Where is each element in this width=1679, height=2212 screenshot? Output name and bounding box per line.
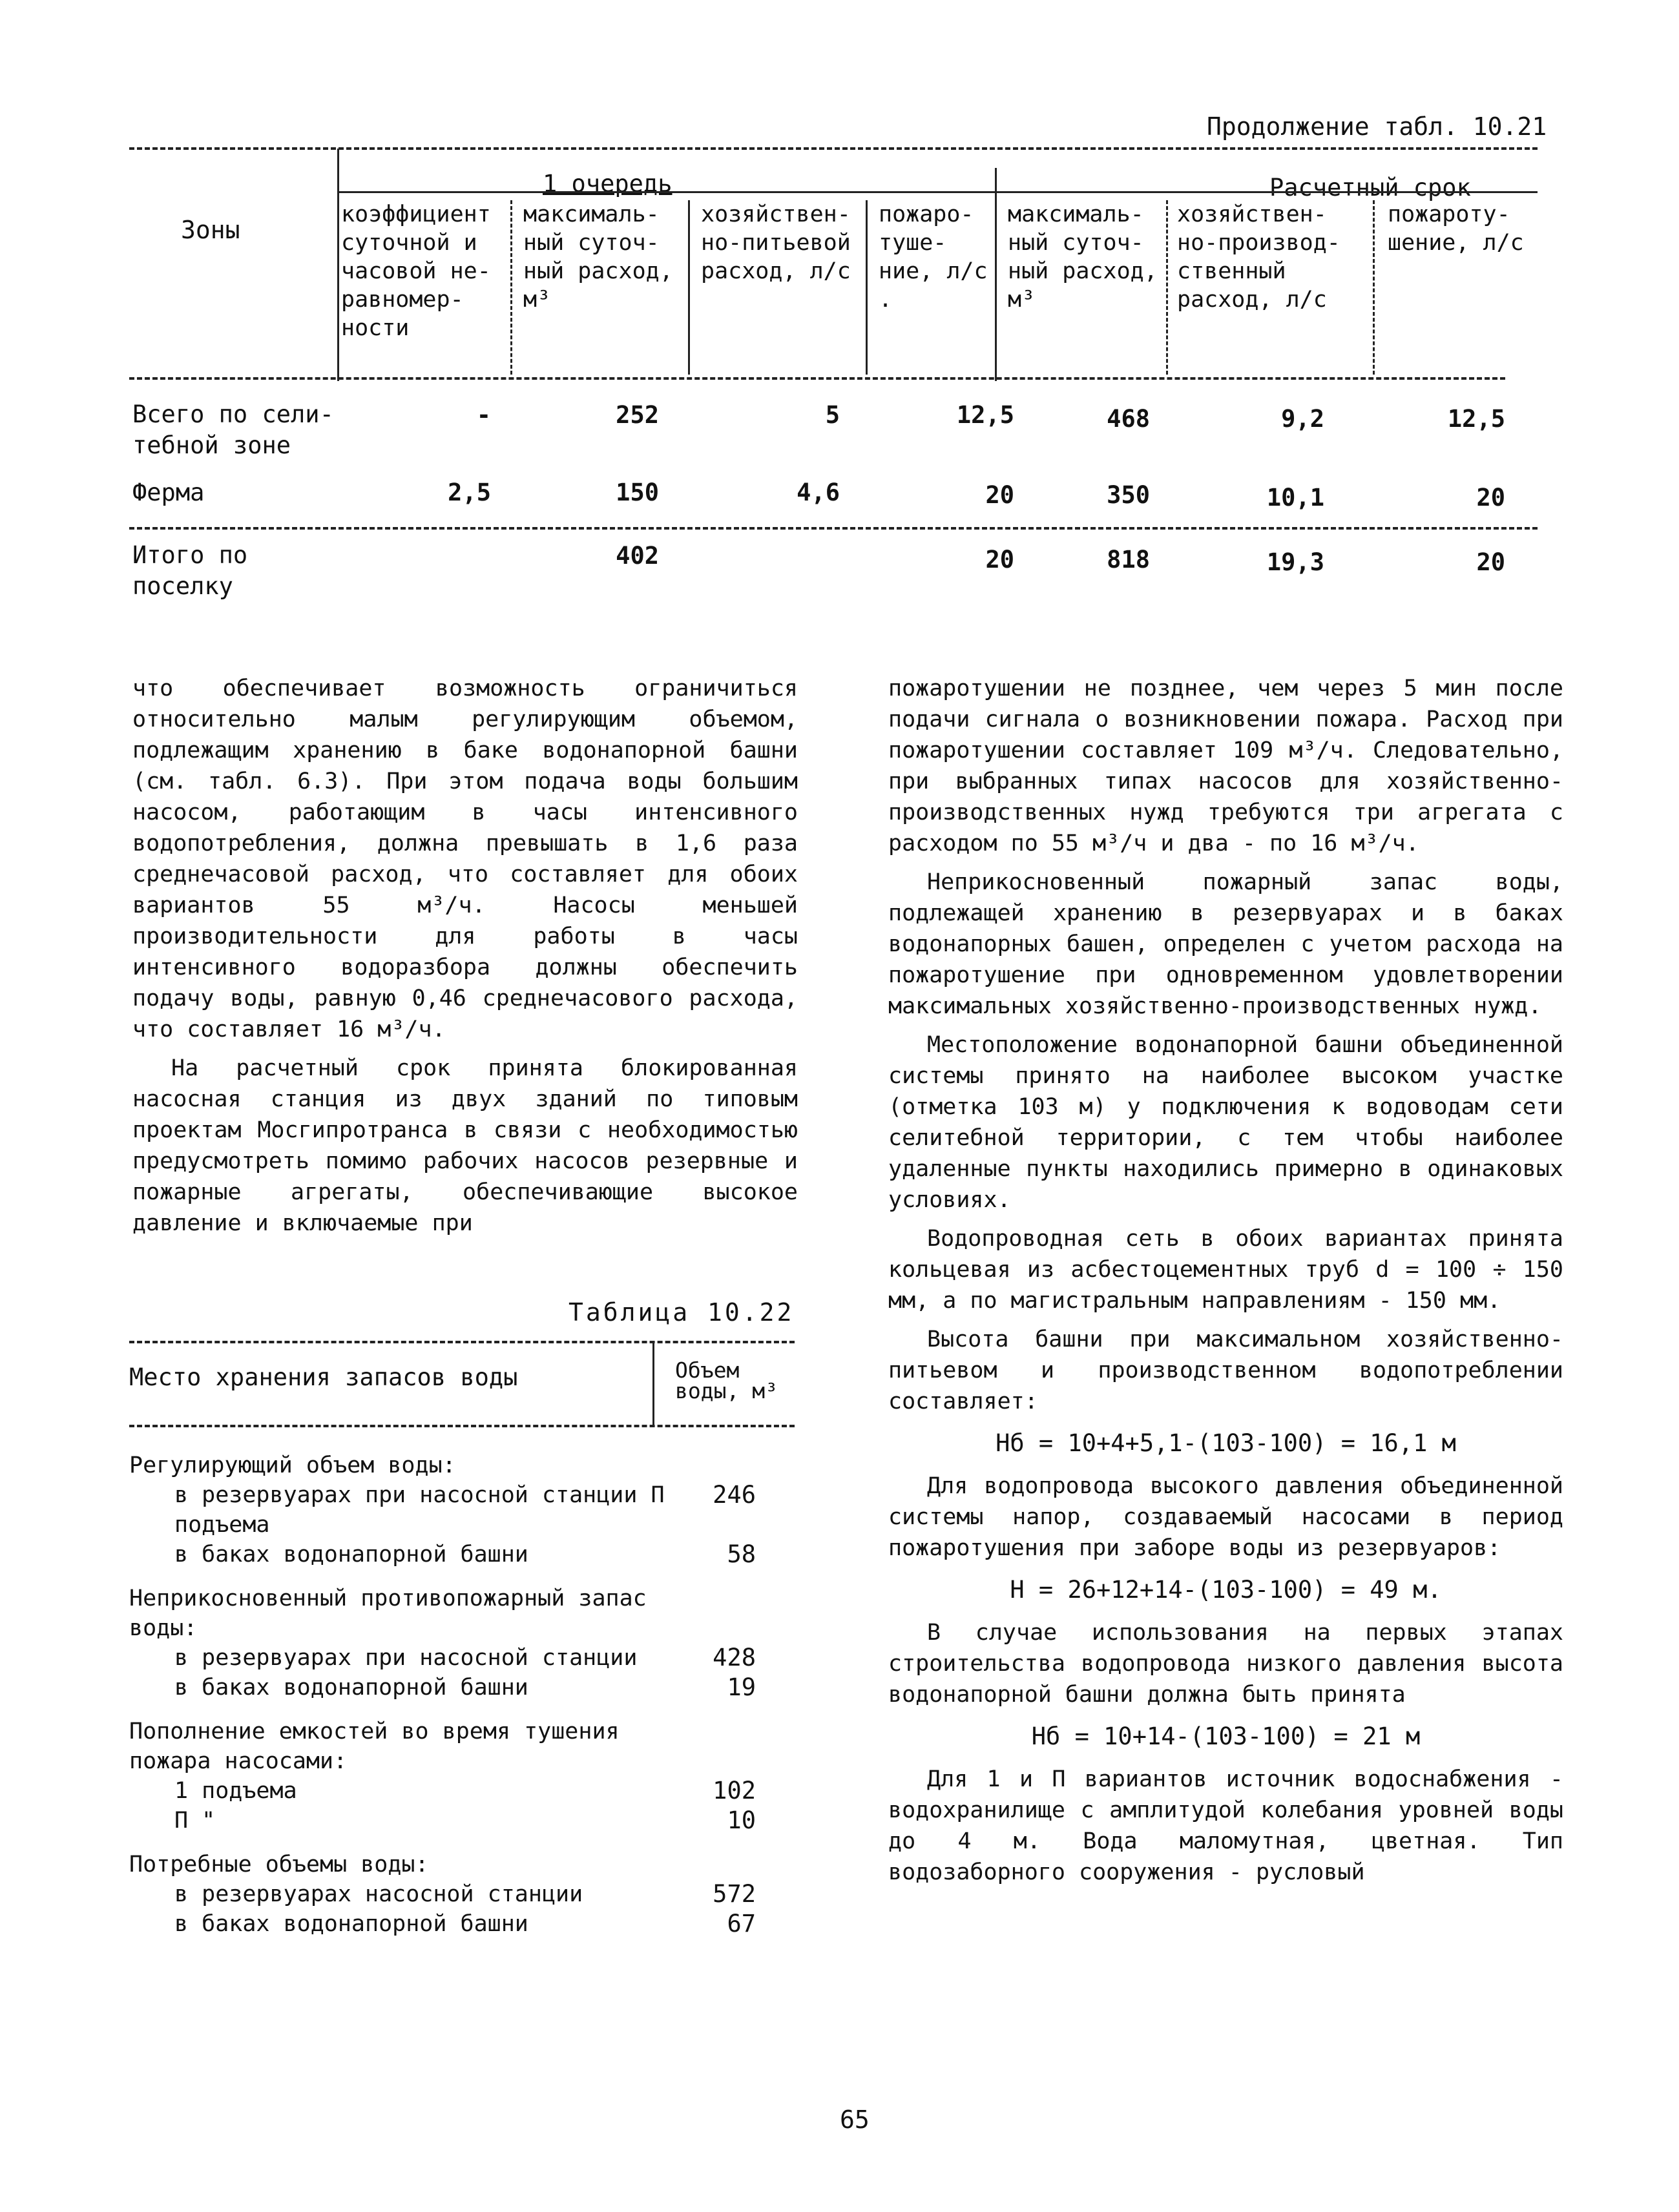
col-header-fire-1: пожаро- туше- ние, л/с . bbox=[879, 202, 988, 313]
group-header-rule bbox=[339, 191, 1538, 193]
col-header-household-2: хозяйствен- но-производ- ственный расход, л/с bbox=[1177, 202, 1340, 313]
cell: 818 bbox=[1107, 546, 1150, 574]
storage-item bbox=[129, 1776, 801, 1806]
paragraph: что обеспечивает возможность ограничиться относительно малым регулирующим объемом, подлежащим хранению в баке водонапорной башни (см. табл. 6.3). При этом подача воды большим насосом, работающим в часы интенсивного водопотребления, должна превышать в 1,6 раза среднечасовой расход, что составляет для обоих вариантов 55 м³/ч. Насосы меньшей производительности для работы в часы интенсивного водоразбора должны обеспечить подачу воды, равную 0,46 среднечасового расхода, что составляет 16 м³/ч. bbox=[132, 676, 798, 1042]
formula-tower-height: Нб = 10+4+5,1-(103-100) = 16,1 м bbox=[996, 1429, 1456, 1457]
storage-value: 428 bbox=[713, 1644, 756, 1671]
col-divider bbox=[1373, 200, 1375, 375]
cell: 402 bbox=[616, 542, 659, 570]
paragraph: Местоположение водонапорной башни объединенной системы принято на наиболее высоком участке (отметка 103 м) у подключения к водоводам сети селитебной территории, с тем чтобы наиболее удаленные пункты находились примерно в одинаковых условиях. bbox=[888, 1032, 1563, 1213]
col-divider bbox=[1166, 200, 1168, 375]
cell: 20 bbox=[985, 481, 1014, 509]
col-divider bbox=[510, 200, 512, 375]
cell: 19,3 bbox=[1266, 548, 1324, 576]
header-place: Место хранения запасов воды bbox=[129, 1363, 518, 1391]
cell: 12,5 bbox=[956, 401, 1014, 429]
storage-item bbox=[129, 1909, 801, 1939]
paragraph: Водопроводная сеть в обоих вариантах принята кольцевая из асбестоцементных труб d = 100 ÷ 150 мм, а по магистральным направлениям - 150 мм. bbox=[888, 1226, 1563, 1314]
storage-item bbox=[129, 1480, 801, 1540]
col-header-max-daily-2: максималь- ный суточ- ный расход, м³ bbox=[1008, 202, 1158, 313]
storage-label: Потребные объемы воды: bbox=[129, 1852, 429, 1877]
storage-item bbox=[129, 1643, 801, 1673]
storage-label: в резервуарах насосной станции bbox=[174, 1881, 583, 1907]
row-zone-farm: Ферма bbox=[132, 479, 205, 506]
cell: 4,6 bbox=[797, 479, 840, 506]
storage-value: 572 bbox=[713, 1880, 756, 1908]
right-column bbox=[888, 673, 1563, 1896]
storage-label: в баках водонапорной башни bbox=[174, 1542, 528, 1567]
paragraph: На расчетный срок принята блокированная насосная станция из двух зданий по типовым проектам Мосгипротранса в связи с необходимостью предусмотреть помимо рабочих насосов резервные и пожарные агрегаты, обеспечивающие высокое давление и включаемые при bbox=[132, 1055, 798, 1236]
total-rule bbox=[129, 527, 1538, 530]
row-zone-total: Итого по поселку bbox=[132, 541, 248, 600]
storage-value: 102 bbox=[713, 1777, 756, 1804]
cell: 350 bbox=[1107, 481, 1150, 509]
row-zone-residential: Всего по сели- тебной зоне bbox=[132, 400, 334, 459]
cell: 5 bbox=[825, 401, 840, 429]
col-header-max-daily-1: максималь- ный суточ- ный расход, м³ bbox=[523, 202, 673, 313]
storage-list bbox=[129, 1451, 801, 1939]
storage-label: П " bbox=[174, 1808, 216, 1834]
cell: 9,2 bbox=[1281, 405, 1324, 433]
group-header-first-stage: 1 очередь bbox=[543, 170, 673, 198]
cell: 10,1 bbox=[1266, 484, 1324, 512]
storage-label: в баках водонапорной башни bbox=[174, 1675, 528, 1700]
cell: 20 bbox=[985, 546, 1014, 574]
storage-value: 58 bbox=[727, 1540, 756, 1568]
storage-item bbox=[129, 1540, 801, 1569]
cell: 20 bbox=[1476, 548, 1505, 576]
header-divider bbox=[652, 1343, 654, 1427]
storage-value: 19 bbox=[727, 1673, 756, 1701]
storage-section-heading bbox=[129, 1584, 801, 1643]
col-divider bbox=[866, 200, 868, 375]
formula-low-pressure-tower: Нб = 10+14-(103-100) = 21 м bbox=[1031, 1722, 1421, 1750]
storage-value: 246 bbox=[713, 1481, 756, 1509]
cell: - bbox=[476, 401, 491, 429]
col-divider bbox=[688, 200, 690, 375]
page-number: 65 bbox=[840, 2105, 870, 2134]
cell: 468 bbox=[1107, 405, 1150, 433]
paragraph: Неприкосновенный пожарный запас воды, подлежащей хранению в резервуарах и в баках водонапорных башен, определен с учетом расхода на пожаротушение при одновременном удовлетворении максимальных хозяйственно-производственных нужд. bbox=[888, 869, 1563, 1019]
storage-section-heading bbox=[129, 1451, 801, 1480]
paragraph: Высота башни при максимальном хозяйственно-питьевом и производственном водопотреблении составляет: bbox=[888, 1327, 1563, 1414]
cell: 20 bbox=[1476, 484, 1505, 512]
header-bottom-rule bbox=[129, 1425, 795, 1427]
table-continuation-caption: Продолжение табл. 10.21 bbox=[1207, 112, 1547, 141]
cell: 12,5 bbox=[1447, 405, 1505, 433]
zones-header: Зоны bbox=[181, 216, 240, 244]
header-volume: Объем воды, м³ bbox=[675, 1358, 778, 1403]
col-header-coefficient: коэффициент суточной и часовой не- равномер- ности bbox=[341, 202, 491, 341]
storage-item bbox=[129, 1673, 801, 1702]
storage-label: Регулирующий объем воды: bbox=[129, 1452, 456, 1478]
storage-label: Пополнение емкостей во время тушения пожара насосами: bbox=[129, 1719, 620, 1774]
cell: 2,5 bbox=[448, 479, 491, 506]
storage-label: в резервуарах при насосной станции П подъема bbox=[174, 1482, 665, 1538]
header-divider bbox=[337, 149, 339, 381]
storage-item bbox=[129, 1806, 801, 1835]
group-header-design-period: Расчетный срок bbox=[1269, 174, 1471, 202]
storage-section-heading bbox=[129, 1850, 801, 1879]
paragraph: Для 1 и П вариантов источник водоснабжения - водохранилище с амплитудой колебания уровней воды до 4 м. Вода маломутная, цветная. Тип водозаборного сооружения - русловый bbox=[888, 1766, 1563, 1885]
storage-label: в резервуарах при насосной станции bbox=[174, 1645, 638, 1671]
table-top-rule bbox=[129, 147, 1538, 150]
header-bottom-rule bbox=[129, 377, 1505, 380]
paragraph: пожаротушении не позднее, чем через 5 мин после подачи сигнала о возникновении пожара. Расход при пожаротушении составляет 109 м³/ч. Следовательно, при выбранных типах насосов для хозяйственно-производственных нужд требуются три агрегата с расходом по 55 м³/ч и два - по 16 м³/ч. bbox=[888, 676, 1563, 856]
col-header-fire-2: пожароту- шение, л/с bbox=[1388, 202, 1524, 256]
formula-pump-head: Н = 26+12+14-(103-100) = 49 м. bbox=[1010, 1576, 1442, 1604]
storage-label: Неприкосновенный противопожарный запас воды: bbox=[129, 1586, 647, 1641]
storage-section-heading bbox=[129, 1717, 801, 1776]
paragraph: Для водопровода высокого давления объединенной системы напор, создаваемый насосами в период пожаротушения при заборе воды из резервуаров: bbox=[888, 1473, 1563, 1561]
table-caption: Таблица 10.22 bbox=[568, 1298, 795, 1327]
group-divider bbox=[995, 168, 997, 381]
storage-value: 10 bbox=[727, 1806, 756, 1834]
table-top-rule bbox=[129, 1341, 795, 1343]
paragraph: В случае использования на первых этапах строительства водопровода низкого давления высота водонапорной башни должна быть принята bbox=[888, 1620, 1563, 1708]
storage-value: 67 bbox=[727, 1910, 756, 1938]
col-header-household-1: хозяйствен- но-питьевой расход, л/с bbox=[701, 202, 851, 284]
left-column bbox=[132, 673, 798, 1246]
storage-label: в баках водонапорной башни bbox=[174, 1911, 528, 1937]
storage-label: 1 подъема bbox=[174, 1778, 297, 1804]
storage-item bbox=[129, 1879, 801, 1909]
cell: 252 bbox=[616, 401, 659, 429]
cell: 150 bbox=[616, 479, 659, 506]
